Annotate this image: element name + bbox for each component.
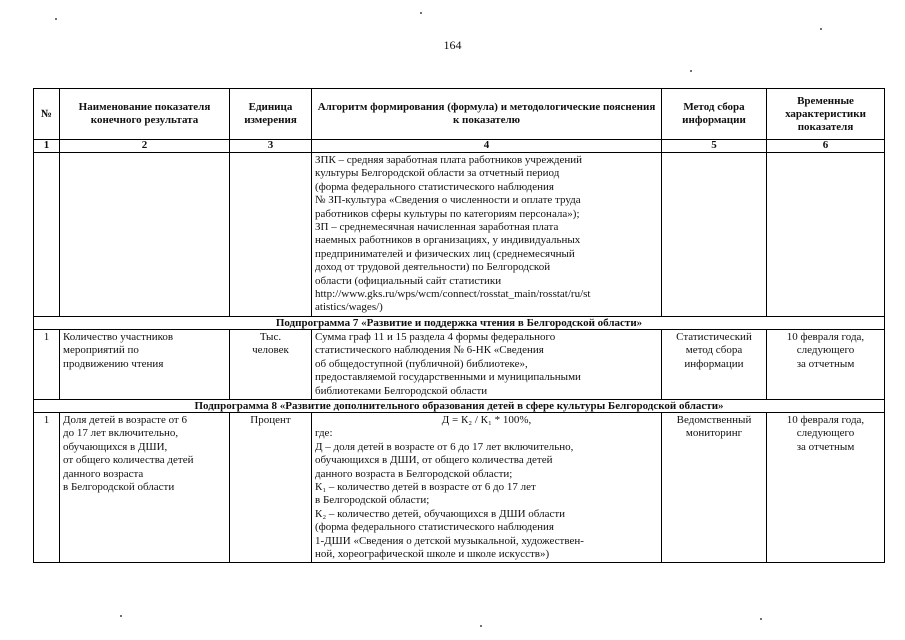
algorithm-line: наемных работников в организациях, у индивидуальных — [315, 234, 581, 247]
algorithm-line: К₁ – количество детей в возрасте от 6 до 17 лет — [315, 480, 536, 493]
algorithm-line: ной, хореографической школе и школе искусств») — [315, 547, 550, 560]
algorithm-line: в Белгородской области; — [315, 494, 430, 507]
timing-line: следующего — [796, 344, 855, 357]
statistics-url: http://www.gks.ru/wps/wcm/connect/rosstat_main/rosstat/ru/st — [315, 288, 591, 301]
algorithm-cell — [312, 412, 662, 562]
algorithm-line: 1-ДШИ «Сведения о детской музыкальной, художествен- — [315, 534, 584, 547]
row-number: 1 — [34, 412, 60, 562]
formula: Д = К₂ / К₁ * 100%, — [441, 413, 532, 426]
indicator-name-line: данного возраста — [63, 467, 144, 480]
column-number: 1 — [34, 140, 60, 153]
algorithm-line: данного возраста в Белгородской области; — [315, 467, 513, 480]
continuation-row — [34, 153, 885, 317]
algorithm-line: К₂ – количество детей, обучающихся в ДШИ области — [315, 507, 566, 520]
timing-line: за отчетным — [796, 357, 855, 370]
method-line: мониторинг — [685, 427, 743, 440]
indicator-name-line: Доля детей в возрасте от 6 — [63, 413, 187, 426]
algorithm-line: об общедоступной (публичной) библиотеке», — [315, 357, 528, 370]
unit-line: Тыс. — [259, 330, 282, 343]
scan-speck — [420, 12, 422, 14]
subprogram-7-title: Подпрограмма 7 «Развитие и поддержка чтения в Белгородской области» — [34, 316, 885, 329]
empty-cell — [662, 153, 767, 317]
header-timing: Временные характеристики показателя — [767, 89, 885, 140]
algorithm-line: Д – доля детей в возрасте от 6 до 17 лет включительно, — [315, 440, 574, 453]
algorithm-cell — [312, 329, 662, 399]
subprogram-7-row — [34, 329, 885, 399]
scan-speck — [480, 625, 482, 627]
column-number: 4 — [312, 140, 662, 153]
algorithm-line: где: — [315, 427, 333, 440]
subprogram-8-heading-row — [34, 399, 885, 412]
indicator-name-cell — [60, 412, 230, 562]
timing-cell — [767, 412, 885, 562]
timing-line: за отчетным — [796, 440, 855, 453]
header-collection-method: Метод сбора информации — [662, 89, 767, 140]
column-number-row — [34, 140, 885, 153]
algorithm-line: библиотеками Белгородской области — [315, 384, 488, 397]
subprogram-8-title: Подпрограмма 8 «Развитие дополнительного образования детей в сфере культуры Белгородской области» — [34, 399, 885, 412]
algorithm-line: доход от трудовой деятельности) по Белгородской — [315, 261, 551, 274]
method-line: метод сбора — [685, 344, 743, 357]
algorithm-line: культуры Белгородской области за отчетный период — [315, 167, 560, 180]
continuation-algorithm-cell — [312, 153, 662, 317]
column-number: 3 — [230, 140, 312, 153]
empty-cell — [34, 153, 60, 317]
subprogram-7-heading-row — [34, 316, 885, 329]
empty-cell — [60, 153, 230, 317]
indicator-name-cell — [60, 329, 230, 399]
algorithm-line: обучающихся в ДШИ, от общего количества детей — [315, 454, 553, 467]
column-number: 5 — [662, 140, 767, 153]
header-indicator-name: Наименование показателя конечного результата — [60, 89, 230, 140]
timing-line: следующего — [796, 427, 855, 440]
unit-line: человек — [252, 344, 289, 357]
timing-line: 10 февраля года, — [786, 330, 865, 343]
unit-cell — [230, 412, 312, 562]
algorithm-line: работников сферы культуры по категориям персонала»); — [315, 207, 580, 220]
indicator-name-line: в Белгородской области — [63, 480, 175, 493]
algorithm-line: области (официальный сайт статистики — [315, 274, 502, 287]
column-number: 2 — [60, 140, 230, 153]
method-line: Статистический — [676, 330, 752, 343]
algorithm-line: ЗП – среднемесячная начисленная заработная плата — [315, 221, 559, 234]
timing-line: 10 февраля года, — [786, 413, 865, 426]
header-unit: Единица измерения — [230, 89, 312, 140]
scan-speck — [820, 28, 822, 30]
algorithm-line: № ЗП-культура «Сведения о численности и оплате труда — [315, 194, 581, 207]
column-number: 6 — [767, 140, 885, 153]
indicator-name-line: до 17 лет включительно, — [63, 427, 179, 440]
empty-cell — [767, 153, 885, 317]
indicator-name-line: от общего количества детей — [63, 454, 194, 467]
method-line: информации — [684, 357, 744, 370]
algorithm-line: (форма федерального статистического наблюдения — [315, 521, 554, 534]
method-line: Ведомственный — [676, 413, 752, 426]
indicator-name-line: продвижению чтения — [63, 357, 164, 370]
indicators-table — [33, 88, 885, 563]
page-number: 164 — [443, 38, 462, 52]
algorithm-line: ЗПК – средняя заработная плата работников учреждений — [315, 154, 583, 166]
scan-speck — [120, 615, 122, 617]
statistics-url: atistics/wages/) — [315, 301, 383, 314]
method-cell — [662, 329, 767, 399]
unit-cell — [230, 329, 312, 399]
scan-speck — [760, 618, 762, 620]
empty-cell — [230, 153, 312, 317]
indicator-name-line: мероприятий по — [63, 344, 139, 357]
algorithm-line: (форма федерального статистического наблюдения — [315, 180, 554, 193]
row-number: 1 — [34, 329, 60, 399]
subprogram-8-row — [34, 412, 885, 562]
algorithm-line: предпринимателей и физических лиц (среднемесячный — [315, 247, 575, 260]
indicator-name-line: Количество участников — [63, 330, 174, 343]
indicator-name-line: обучающихся в ДШИ, — [63, 440, 168, 453]
header-algorithm: Алгоритм формирования (формула) и методологические пояснения к показателю — [312, 89, 662, 140]
timing-cell — [767, 329, 885, 399]
header-number: № — [34, 89, 60, 140]
scan-speck — [55, 18, 57, 20]
scan-speck — [690, 70, 692, 72]
algorithm-line: Сумма граф 11 и 15 раздела 4 формы федерального — [315, 330, 556, 343]
table-header-row — [34, 89, 885, 140]
unit-line: Процент — [250, 413, 291, 426]
algorithm-line: статистического наблюдения № 6-НК «Сведения — [315, 344, 544, 357]
method-cell — [662, 412, 767, 562]
algorithm-line: предоставляемой государственными и муниципальными — [315, 371, 581, 384]
